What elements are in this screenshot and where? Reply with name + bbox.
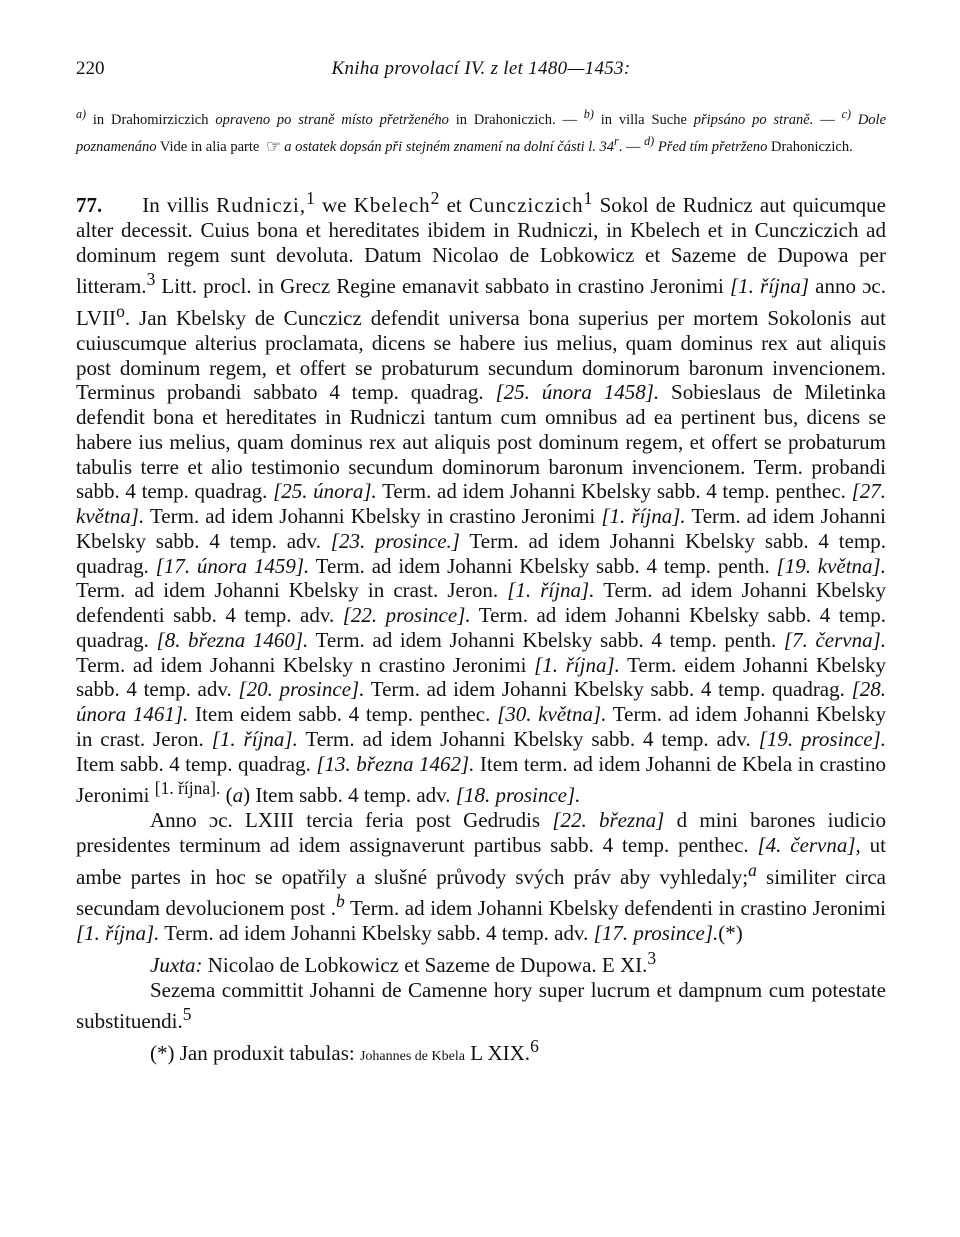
footnote-text: Dole poznamenáno (76, 111, 887, 156)
footnote-ref: 5 (182, 1004, 192, 1025)
page-number: 220 (76, 58, 105, 79)
footnote-text: in Drahomirziczich (86, 111, 216, 128)
entry-paragraph: Sezema committit Johanni de Camenne hory super lucrum et dampnum cum potestate substituendi.$^5$ (76, 977, 886, 1034)
footnote-ref: 3 (647, 947, 657, 968)
footnote-mark: c) (841, 107, 851, 121)
footnote-mark: r (614, 134, 619, 149)
footnote-text: Vide in alia parte (156, 139, 263, 156)
footnote-text: a ostatek dopsán při stejném znamení na dolní části l. 34 (284, 139, 615, 156)
footnote-mark: b) (583, 107, 594, 121)
entry-paragraph: Anno ɔc. LXIII tercia feria post Gedrudis [22. března] d mini barones iudicio presidentes terminum ad idem assignaverunt partibus sabb. 4 temp. penthec. [4. června], ut ambe partes in hoc se opatřily a slušné průvody svých práv aby vyhledaly;$^a$ similiter circa secundam devolucionem post .$^b$ Term. ad idem Johanni Kbelsky defendenti in crastino Jeronimi [1. října]. Term. ad idem Johanni Kbelsky sabb. 4 temp. adv. [17. prosince].(*) (76, 808, 887, 945)
entry-paragraph: (*) Jan produxit tabulas: Johannes de Kbela L XIX.$^6$ (150, 1036, 539, 1065)
footnote-ref: 1 (583, 188, 593, 208)
footnote-text: Před tím přetrženo (654, 139, 768, 156)
footnote-mark: d) (644, 134, 655, 149)
footnote-text: opraveno po straně místo přetrženého (215, 111, 449, 128)
pointing-hand-icon: ☞ (265, 137, 282, 157)
footnote-mark: a) (76, 107, 87, 121)
entry-number: 77. (76, 193, 103, 217)
footnote-text: . — (618, 139, 645, 156)
footnote-text: in Drahoniczich. — (448, 111, 584, 128)
footnote-ref: a (748, 859, 757, 880)
footnote-ref: 3 (146, 269, 156, 290)
critical-apparatus (76, 104, 886, 159)
entry-paragraph: Juxta: Nicolao de Lobkowicz et Sazeme de Dupowa. E XI.$^3$ (150, 947, 657, 977)
footnote-ref: b (335, 891, 345, 912)
footnote-text: in villa Suche (593, 111, 694, 128)
footnote-ref: 1 (306, 188, 315, 208)
entry-77 (76, 186, 886, 1070)
footnote-text: Drahoniczich. (767, 139, 853, 156)
running-title: Kniha provolací IV. z let 1480—1453: (331, 58, 631, 79)
footnote-text: připsáno po straně. (693, 111, 814, 128)
page-header (76, 58, 886, 88)
footnote-ref: 2 (430, 188, 440, 208)
entry-paragraph: 77. In villis Rudniczi,$^1$ we Kbelech$^2$ et Cuncziczich$^1$ Sokol de Rudnicz aut quicumque alter decessit. Cuius bona et hereditates ibidem in Rudniczi, in Kbelech et in Cuncziczich ad dominum regem sunt devoluta. Datum Nicolao de Lobkowicz et Sazeme de Dupowa per litteram.$^3$ Litt. procl. in Grecz Regine emanavit sabbato in crastino Jeronimi [1. října] anno ɔc. LVII$^o$. Jan Kbelsky de Cunczicz defendit universa bona superius per mortem Sokolonis aut cuiuscumque alterius proclamata, dicens se habere ius melius, quam dominus rex aut aliquis post dominum regem, et offert se probaturum secundum dominorum baronum invencionem. Terminus probandi sabbato 4 temp. quadrag. [25. února 1458]. Sobieslaus de Miletinka defendit bona et hereditates in Rudniczi tantum cum omnibus ad ea pertinent bus, dicens se habere ius melius, quam dominus rex aut aliquis post dominum regem, et offert se probaturum tabulis terre et alio testimonio secundum dominorum baronum invencionem. Term. probandi sabb. 4 temp. quadrag. [25. února]. Term. ad idem Johanni Kbelsky sabb. 4 temp. penthec. [27. května]. Term. ad idem Johanni Kbelsky in crastino Jeronimi [1. října]. Term. ad idem Johanni Kbelsky sabb. 4 temp. adv. [23. prosince.] Term. ad idem Johanni Kbelsky sabb. 4 temp. quadrag. [17. února 1459]. Term. ad idem Johanni Kbelsky sabb. 4 temp. penth. [19. května]. Term. ad idem Johanni Kbelsky in crast. Jeron. [1. října]. Term. ad idem Johanni Kbelsky defendenti sabb. 4 temp. adv. [22. prosince]. Term. ad idem Johanni Kbelsky sabb. 4 temp. quadrag. [8. března 1460]. Term. ad idem Johanni Kbelsky sabb. 4 temp. penth. [7. června]. Term. ad idem Johanni Kbelsky n crastino Jeronimi [1. října]. Term. eidem Johanni Kbelsky sabb. 4 temp. adv. [20. prosince]. Term. ad idem Johanni Kbelsky sabb. 4 temp. quadrag. [28. února 1461]. Item eidem sabb. 4 temp. penthec. [30. května]. Term. ad idem Johanni Kbelsky in crast. Jeron. [1. října]. Term. ad idem Johanni Kbelsky sabb. 4 temp. adv. [19. prosince]. Item sabb. 4 temp. quadrag. [13. března 1462]. Item term. ad idem Johanni de Kbela in crastino Jeronimi $^{[1. října].}$ (a) Item sabb. 4 temp. adv. [18. prosince]. (76, 188, 887, 808)
footnote-text: — (813, 111, 842, 128)
footnote-ref: [1. října]. (154, 778, 221, 799)
footnote-ref: 6 (530, 1036, 539, 1056)
